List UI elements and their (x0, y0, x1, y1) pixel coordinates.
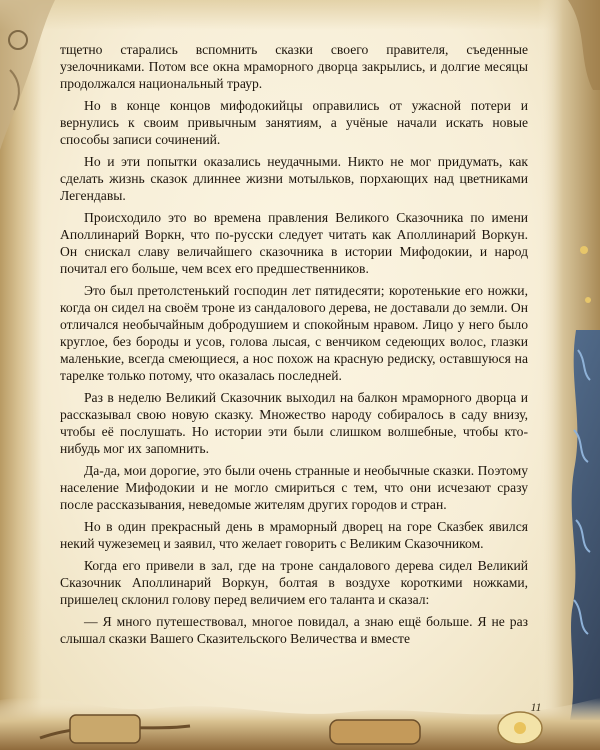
paragraph: Когда его привели в зал, где на троне сандалового дерева сидел Великий Сказочник Аполлинарий Воркун, болтая в воздухе короткими ножками, пришелец склонил голову перед величием его таланта и сказал: (60, 558, 528, 607)
paragraph: Да-да, мои дорогие, это были очень странные и необычные сказки. Поэтому население Мифодокии и не могло смириться с тем, что они исчезают сразу после рассказывания, неведомые жителям других городов и стран. (60, 463, 528, 512)
paragraph: Но и эти попытки оказались неудачными. Никто не мог придумать, как сделать жизнь сказок длиннее жизни мотыльков, порхающих над цветниками Легендавы. (60, 154, 528, 203)
page-number: 11 (530, 700, 542, 714)
paragraph: Происходило это во времена правления Великого Сказочника по имени Аполлинарий Воркн, что по-русски следует читать как Аполлинарий Воркун. Он снискал славу величайшего сказочника в истории Мифодокии, и народ почитал его больше, чем всех его предшественников. (60, 210, 528, 276)
top-page-edge (0, 0, 600, 30)
paragraph: Это был претолстенький господин лет пятидесяти; коротенькие его ножки, когда он сидел на своём троне из сандалового дерева, не доставали до земли. Он отличался необычайным добродушием и спокойным нравом. Лицо у него было круглое, без бороды и усов, голова лысая, с венчиком седеющих волос, глазки маленькие, всегда смеющиеся, а нос похож на красную редиску, оставшуюся на тарелке только потому, что оказалась последней. (60, 283, 528, 383)
paragraph: — Я много путешествовал, многое повидал, а знаю ещё больше. Я не раз слышал сказки Вашего Сказительского Величества и вместе (60, 614, 528, 646)
paragraph: Но в один прекрасный день в мраморный дворец на горе Сказбек явился некий чужеземец и заявил, что желает говорить с Великим Сказочником. (60, 519, 528, 551)
right-border-illustration (538, 0, 600, 750)
bottom-border-illustration (0, 660, 600, 750)
paragraph: тщетно старались вспомнить сказки своего правителя, съеденные узелочниками. Потом все окна мраморного дворца закрылись, и долгие месяцы продолжался национальный траур. (60, 42, 528, 91)
left-corner-illustration (0, 0, 60, 150)
paragraph: Раз в неделю Великий Сказочник выходил на балкон мраморного дворца и рассказывал свою новую сказку. Множество народу собиралось в саду внизу, чтобы её послушать. Но истории эти были слишком волшебные, чтобы кто-нибудь мог их запомнить. (60, 390, 528, 456)
body-text (60, 41, 528, 652)
paragraph: Но в конце концов мифодокийцы оправились от ужасной потери и вернулись к своим привычным занятиям, а учёные начали искать новые способы записи сочинений. (60, 98, 528, 147)
